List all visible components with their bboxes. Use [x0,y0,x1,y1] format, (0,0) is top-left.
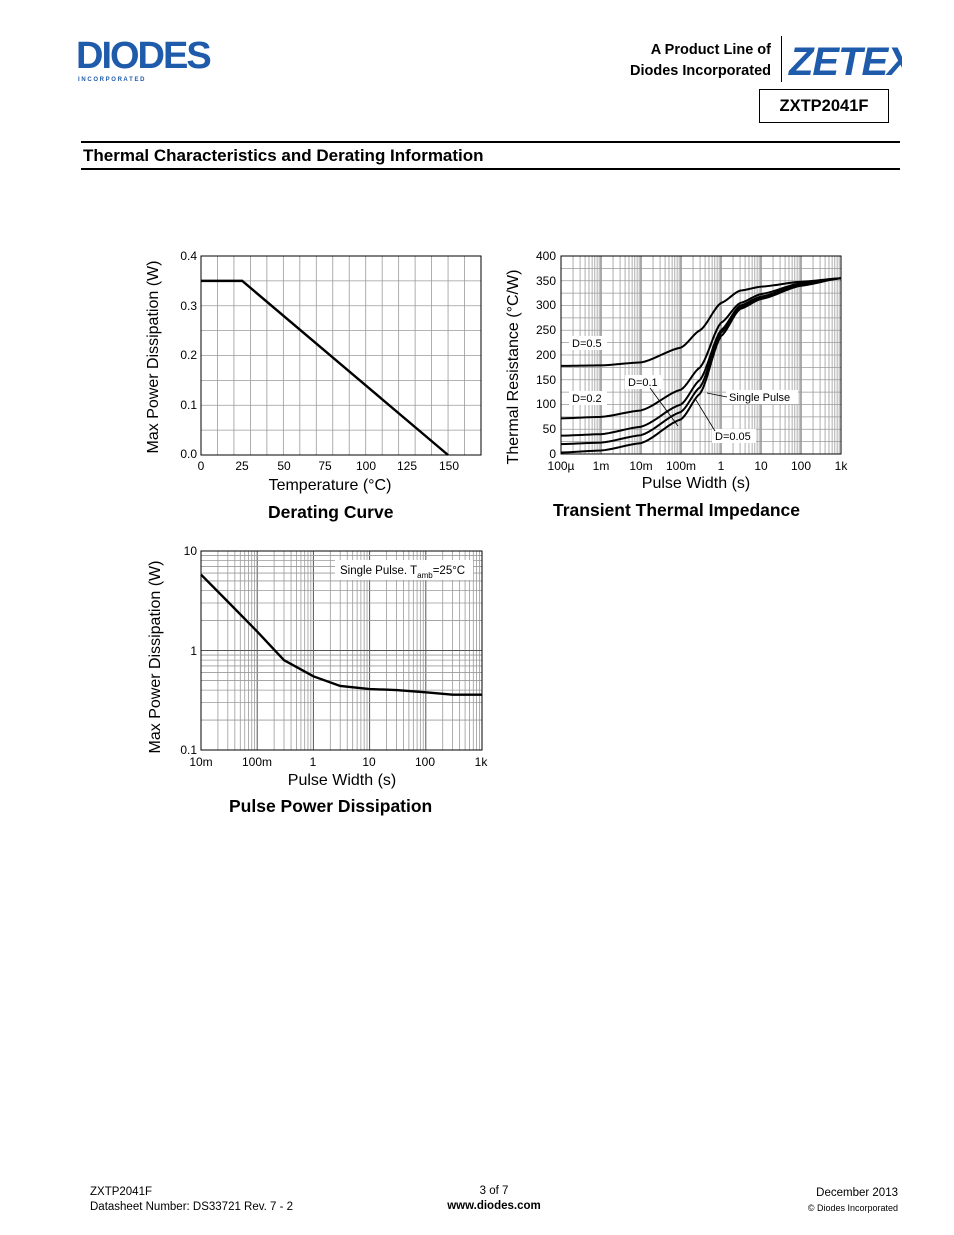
pulse-xtick: 1 [309,755,317,769]
footer-copyright: © Diodes Incorporated [807,1203,898,1213]
pulse-caption: Pulse Power Dissipation [229,796,433,816]
footer-datasheet: Datasheet Number: DS33721 Rev. 7 - 2 [90,1201,294,1213]
pulse-ytick: 10 [183,544,197,558]
product-line-1: A Product Line of [650,42,771,58]
transient-xtick: 10m [629,459,653,473]
diodes-logo-graphic [74,36,254,86]
derating-xtick: 150 [438,459,460,473]
derating-xtick: 125 [396,459,418,473]
derating-xtick: 50 [277,459,291,473]
derating-ytick: 0.1 [180,398,197,412]
footer-page: 3 of 7 [479,1185,509,1197]
transient-ytick: 150 [535,373,556,387]
product-line-2: Diodes Incorporated [630,63,771,79]
derating-chart [140,245,500,495]
zetex-logo-text: ZETEX [789,40,902,82]
pulse-xtick: 10 [362,755,376,769]
transient-ylabel: Thermal Resistance (°C/W) [505,269,522,465]
pulse-xlabel: Pulse Width (s) [287,772,397,789]
transient-caption: Transient Thermal Impedance [553,500,801,520]
footer-website-link[interactable]: www.diodes.com [447,1200,541,1212]
derating-grid [201,256,481,455]
derating-caption: Derating Curve [268,502,394,522]
transient-xtick: 100m [665,459,697,473]
derating-xtick: 0 [197,459,205,473]
pulse-legend-tail: =25°C [432,565,466,577]
product-line [630,40,771,82]
pulse-legend-sub: amb [417,571,433,580]
pulse-grid [201,551,482,750]
label-single-pulse: Single Pulse [729,392,791,404]
transient-y-ticks [536,249,556,461]
transient-ytick: 300 [535,298,556,312]
derating-ylabel: Max Power Dissipation (W) [145,260,162,454]
label-d02: D=0.2 [572,393,602,405]
logo-text: DIODES [76,36,210,77]
derating-y-ticks [180,249,197,461]
pulse-y-ticks [180,544,197,757]
derating-xtick: 100 [355,459,377,473]
transient-ytick: 0 [549,447,556,461]
logo-subtext: I N C O R P O R A T E D [78,77,145,83]
transient-xtick: 100 [790,459,812,473]
derating-ytick: 0.0 [180,447,197,461]
pulse-xtick: 100m [241,755,273,769]
transient-x-ticks [548,459,849,473]
transient-ytick: 400 [535,249,556,263]
footer-right [808,1186,898,1216]
section-rule-bottom [81,168,900,170]
derating-ytick: 0.4 [180,249,197,263]
label-d005: D=0.05 [715,431,751,443]
transient-ytick: 250 [535,323,556,337]
footer-left [90,1185,293,1215]
transient-xtick: 1k [834,459,848,473]
transient-ytick: 100 [535,397,556,411]
transient-ytick: 50 [542,422,556,436]
label-d05: D=0.5 [572,338,602,350]
derating-series-line [201,281,448,455]
derating-xlabel: Temperature (°C) [268,477,392,494]
derating-ytick: 0.3 [180,299,197,313]
footer-center [427,1184,561,1214]
pulse-ytick: 1 [190,644,197,658]
section-rule-top [81,141,900,143]
transient-xtick: 1m [592,459,610,473]
footer-date: December 2013 [816,1187,898,1199]
transient-xlabel: Pulse Width (s) [641,475,751,492]
derating-xtick: 75 [318,459,332,473]
label-d01: D=0.1 [628,377,658,389]
pulse-xtick: 10m [189,755,213,769]
zetex-logo-graphic [787,36,902,82]
pulse-ytick: 0.1 [180,743,197,757]
pulse-xtick: 100 [414,755,436,769]
pulse-series-line [201,575,482,695]
pulse-x-ticks [189,755,488,769]
pulse-ylabel: Max Power Dissipation (W) [147,560,164,754]
zetex-logo [787,36,902,87]
derating-ytick: 0.2 [180,348,197,362]
derating-x-ticks [198,459,460,473]
transient-xtick: 100µ [547,459,575,473]
diodes-logo [74,36,254,86]
pulse-xtick: 1k [474,755,488,769]
transient-ytick: 350 [535,274,556,288]
section-title: Thermal Characteristics and Derating Information [83,146,484,165]
derating-xtick: 25 [235,459,249,473]
header-separator [781,36,782,82]
pulse-chart [140,540,500,790]
transient-chart [500,245,860,495]
footer-part: ZXTP2041F [90,1186,152,1198]
transient-xtick: 10 [754,459,768,473]
transient-xtick: 1 [717,459,725,473]
pulse-legend-main: Single Pulse. T [340,565,418,577]
part-number: ZXTP2041F [759,89,889,123]
transient-ytick: 200 [535,348,556,362]
